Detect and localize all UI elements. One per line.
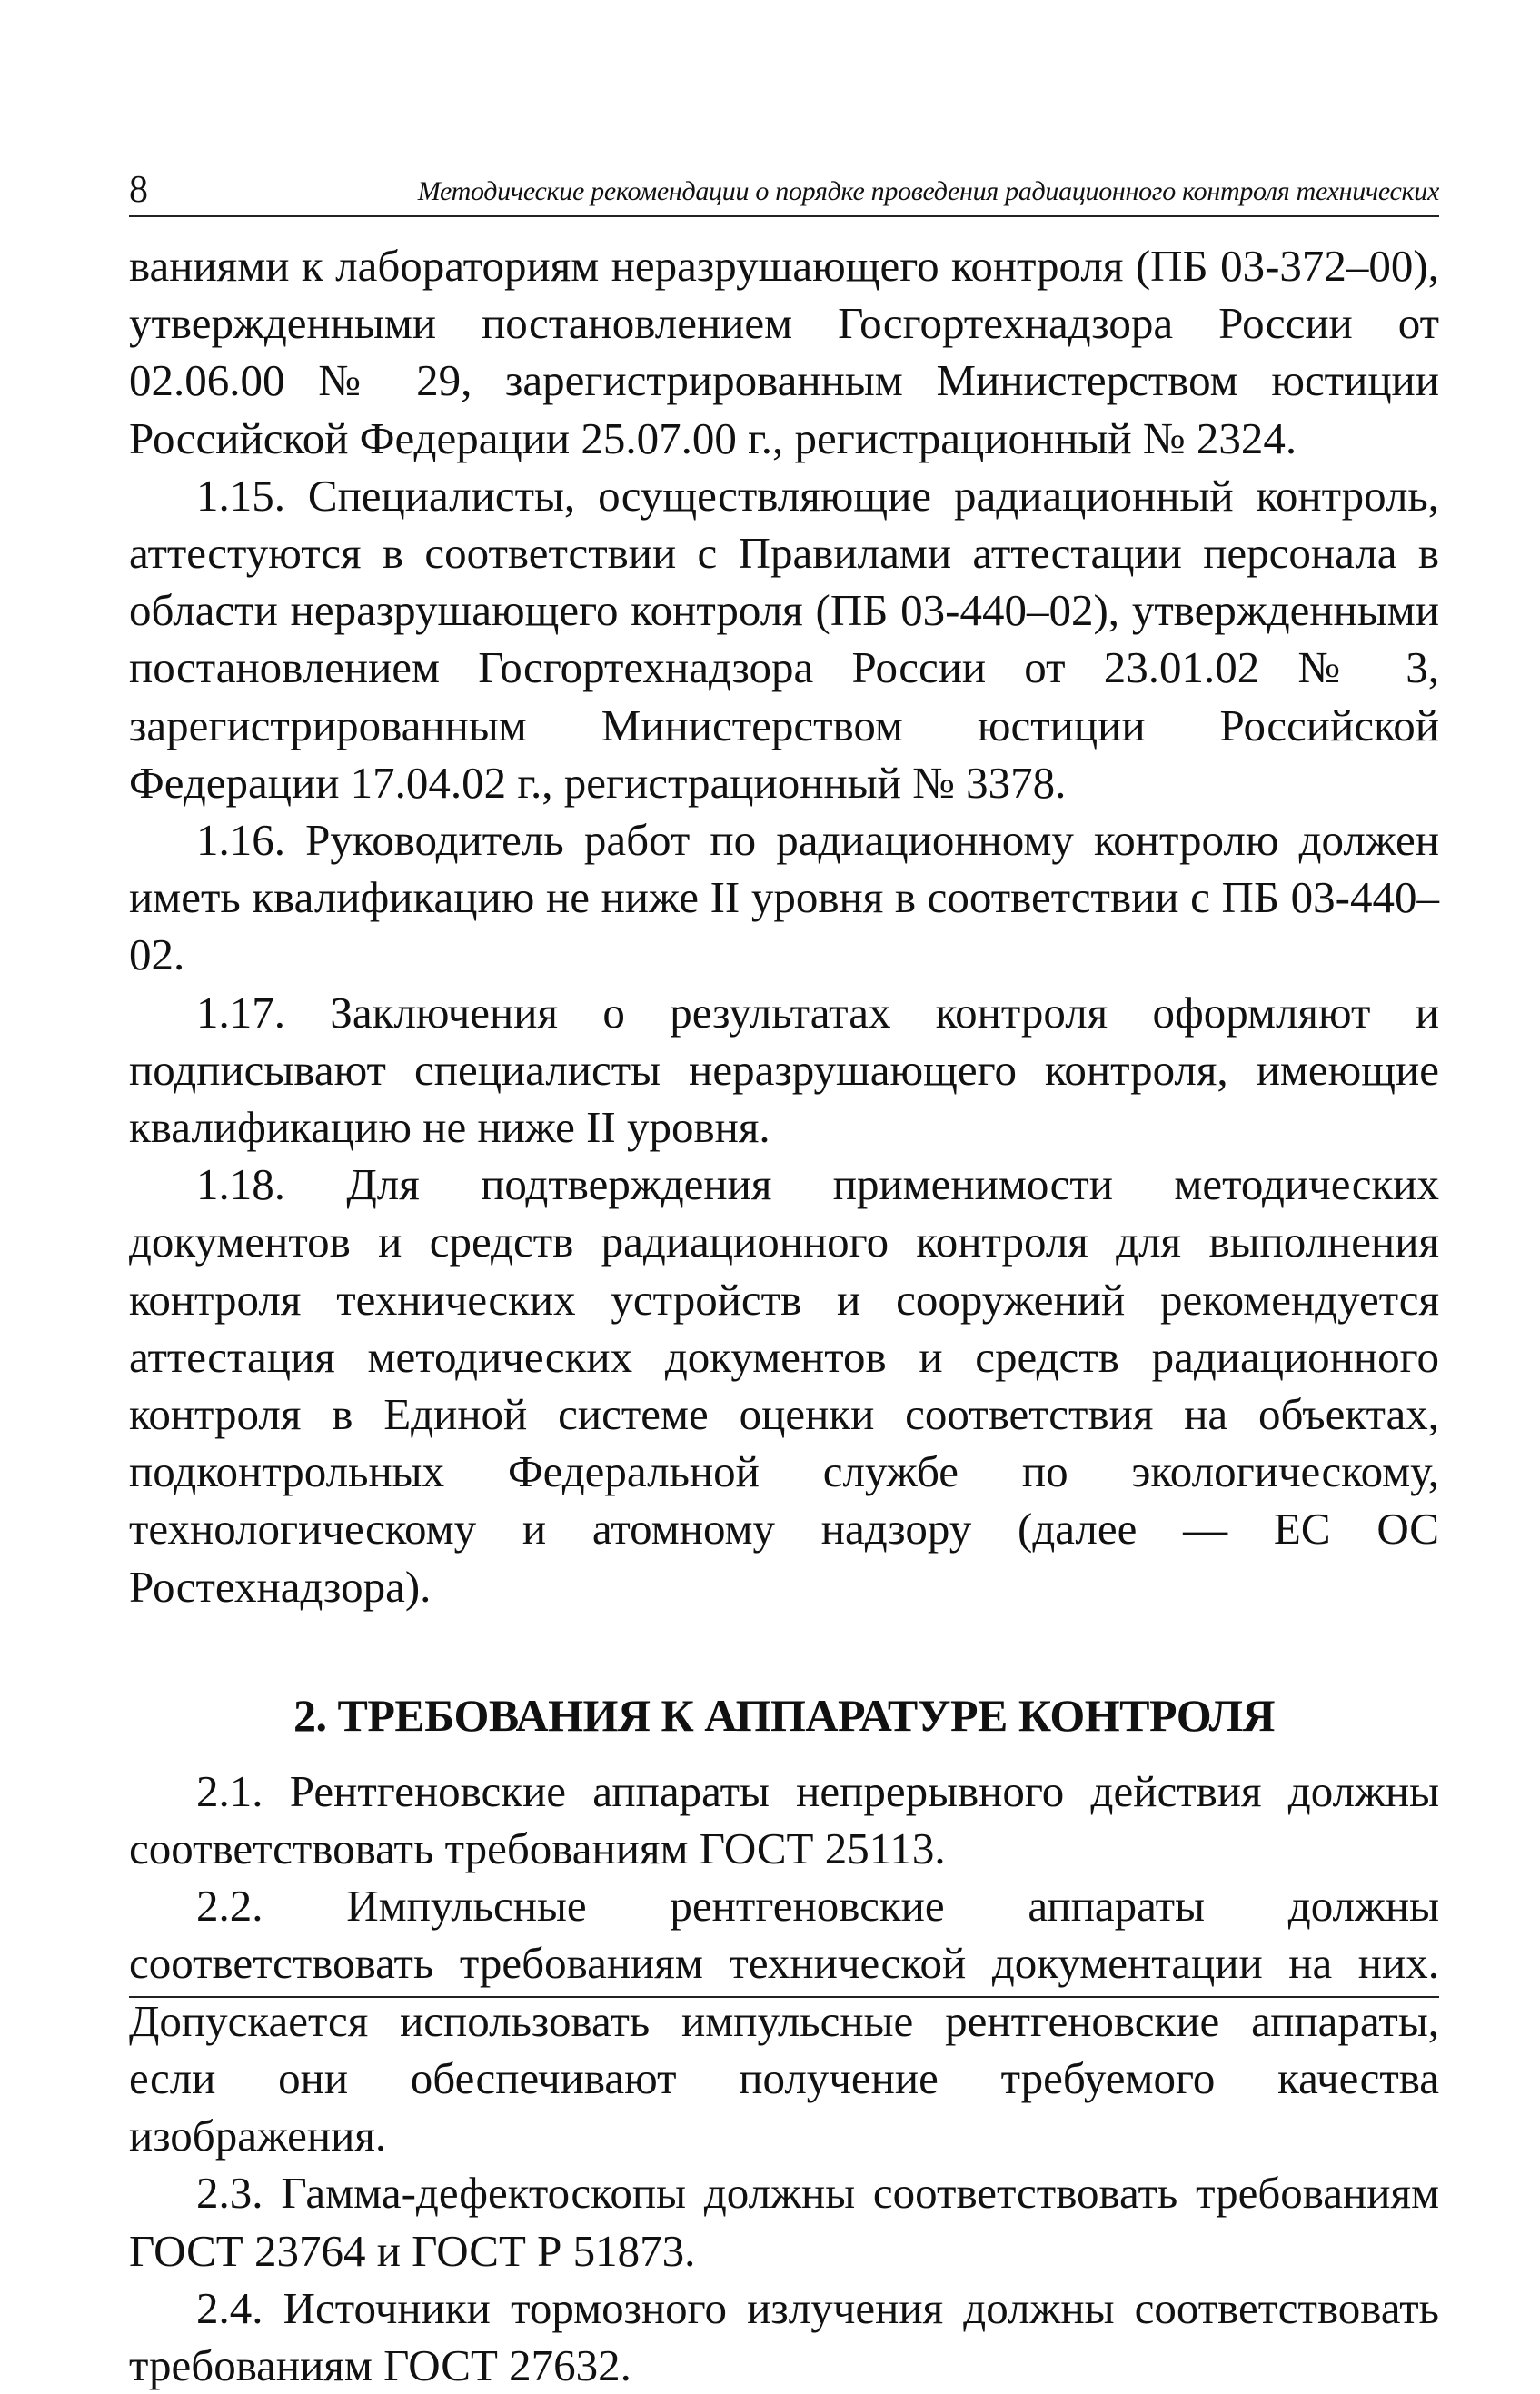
- running-title: Методические рекомендации о порядке проведения радиационного контроля технических: [417, 176, 1439, 206]
- document-page: [129, 168, 1439, 2394]
- paragraph-2-1: 2.1. Рентгеновские аппараты непрерывного действия должны соответствовать требованиям ГОСТ 25113.: [129, 1765, 1439, 1874]
- paragraph-1-15: 1.15. Специалисты, осуществляющие радиационный контроль, аттестуются в соответствии с Правилами аттестации персонала в области неразрушающего контроля (ПБ 03-440–02), утвержденными постановлением Госгортехнадзора России от 23.01.02 № 3, зарегистрированным Министерством юстиции Российской Федерации 17.04.02 г., регистрационный № 3378.: [129, 470, 1439, 808]
- footer-rule: [129, 1996, 1439, 1998]
- paragraph-1-17: 1.17. Заключения о результатах контроля оформляют и подписывают специалисты неразрушающего контроля, имеющие квалификацию не ниже II уровня.: [129, 987, 1439, 1153]
- paragraph-continued: ваниями к лабораториям неразрушающего контроля (ПБ 03-372–00), утвержденными постановлением Госгортехнадзора России от 02.06.00 № 29, зарегистрированным Министерством юстиции Российской Федерации 25.07.00 г., регистрационный № 2324.: [129, 241, 1439, 463]
- document-body: [129, 237, 1439, 2394]
- paragraph-2-3: 2.3. Гамма-дефектоскопы должны соответствовать требованиям ГОСТ 23764 и ГОСТ Р 51873.: [129, 2168, 1439, 2276]
- paragraph-1-18: 1.18. Для подтверждения применимости методических документов и средств радиационного контроля для выполнения контроля технических устройств и сооружений рекомендуется аттестация методических документов и средств радиационного контроля в Единой системе оценки соответствия на объектах, подконтрольных Федеральной службе по экологическому, технологическому и атомному надзору (далее — ЕС ОС Ростехнадзора).: [129, 1159, 1439, 1612]
- paragraph-2-2: 2.2. Импульсные рентгеновские аппараты должны соответствовать требованиям технической документации на них. Допускается использовать импульсные рентгеновские аппараты, если они обеспечивают получение требуемого качества изображения.: [129, 1881, 1439, 2161]
- page-number: 8: [129, 169, 148, 211]
- section-heading: 2. ТРЕБОВАНИЯ К АППАРАТУРЕ КОНТРОЛЯ: [293, 1689, 1275, 1741]
- paragraph-2-4: 2.4. Источники тормозного излучения должны соответствовать требованиям ГОСТ 27632.: [129, 2282, 1439, 2390]
- paragraph-1-16: 1.16. Руководитель работ по радиационному контролю должен иметь квалификацию не ниже II уровня в соответствии с ПБ 03-440–02.: [129, 815, 1439, 980]
- running-header: [129, 168, 1439, 217]
